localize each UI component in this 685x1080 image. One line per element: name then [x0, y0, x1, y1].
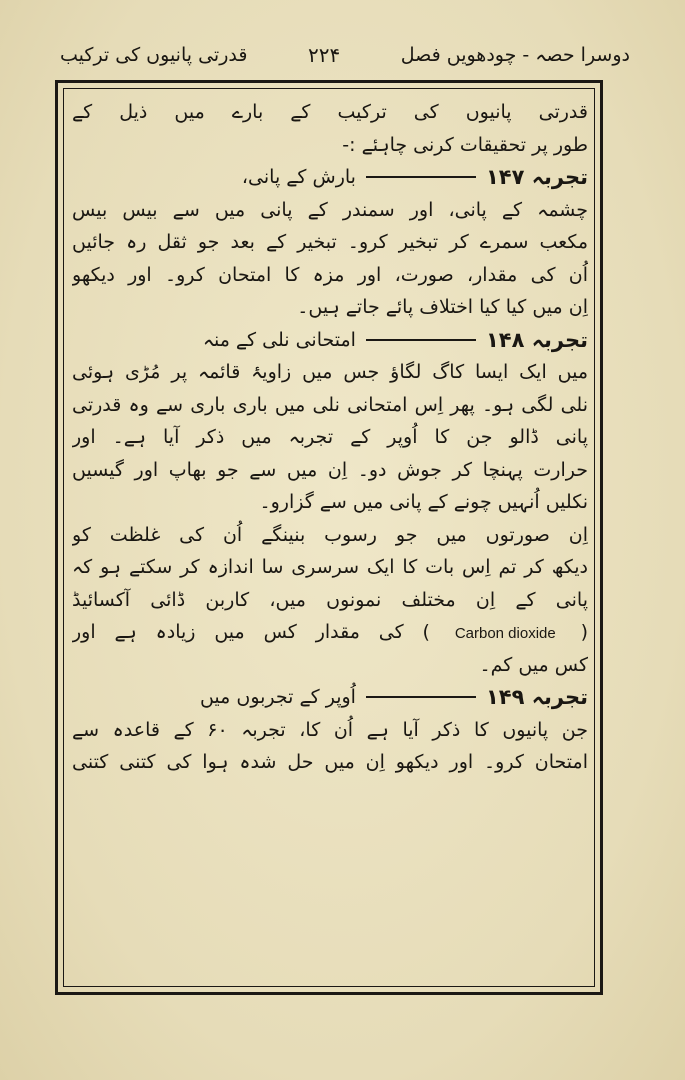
text-line: حرارت پہنچا کر جوش دو۔ اِن میں سے جو بھاپ اور گیسیں [72, 458, 588, 481]
text-line: میں ایک ایسا کاگ لگاؤ جس میں زاویۂ قائمہ پر مُڑی ہوئی [72, 361, 588, 383]
running-header [60, 38, 630, 72]
heading-text: امتحانی نلی کے منہ [202, 328, 356, 351]
text-line: دیکھ کر تم اِس بات کا ایک سرسری سا اندازہ کر سکتے ہو کہ [72, 556, 588, 578]
experiment-149-heading [72, 681, 588, 714]
experiment-title: تجربہ ۱۴۹ [485, 685, 588, 709]
text-line: اُن کی مقدار، صورت، اور مزہ کا امتحان کرو۔ اور دیکھو [72, 263, 588, 286]
text-line: امتحان کرو۔ اور دیکھو اِن میں حل شدہ ہوا کی کتنی کتنی [72, 751, 588, 773]
text-line: نلی لگی ہو۔ پھر اِس امتحانی نلی میں باری باری سے وہ قدرتی [72, 393, 588, 416]
text-line: مکعب سمرے کر تبخیر کرو۔ تبخیر کے بعد جو ثقل رہ جائیں [72, 231, 588, 253]
header-topic: قدرتی پانیوں کی ترکیب [60, 44, 248, 66]
text-line: نکلیں اُنہیں چونے کے پانی میں سے گزارو۔ [259, 491, 588, 513]
text-line-with-english [72, 616, 588, 649]
experiment-147-heading [72, 161, 588, 194]
text-line: پانی ڈالو جن کا اُوپر کے تجربہ میں ذکر آیا ہے۔ اور [72, 426, 588, 448]
text-line: طور پر تحقیقات کرنی چاہئے :- [342, 133, 588, 156]
heading-text: اُوپر کے تجربوں میں [199, 686, 356, 708]
header-chapter: دوسرا حصہ - چودھویں فصل [400, 44, 630, 66]
page-text [72, 96, 588, 980]
page-number: ۲۲۴ [307, 43, 341, 67]
heading-dash [366, 176, 476, 178]
text-line: جن پانیوں کا ذکر آیا ہے اُن کا، تجربہ ۶۰ کے قاعدہ سے [72, 718, 588, 741]
experiment-title: تجربہ ۱۴۷ [485, 165, 588, 189]
english-term: Carbon dioxide [454, 625, 556, 642]
text-line: پانی کے اِن مختلف نمونوں میں، کاربن ڈائی آکسائیڈ [72, 588, 588, 611]
text-fragment: ) کی مقدار کس میں زیادہ ہے اور [72, 621, 430, 643]
heading-dash [366, 339, 476, 341]
heading-dash [366, 696, 476, 698]
text-line: کس میں کم۔ [479, 653, 588, 676]
paren-open: ( [580, 621, 588, 643]
text-line: قدرتی پانیوں کی ترکیب کے بارے میں ذیل کے [72, 101, 588, 123]
text-line: چشمہ کے پانی، اور سمندر کے پانی میں سے بیس بیس [72, 198, 588, 221]
experiment-title: تجربہ ۱۴۸ [485, 327, 588, 352]
text-line: اِن میں کیا کیا اختلاف پائے جاتے ہیں۔ [297, 296, 588, 318]
text-line: اِن صورتوں میں جو رسوب بنینگے اُن کی غلظت کو [72, 523, 588, 546]
experiment-148-heading [72, 324, 588, 357]
heading-text: بارش کے پانی، [241, 166, 356, 188]
